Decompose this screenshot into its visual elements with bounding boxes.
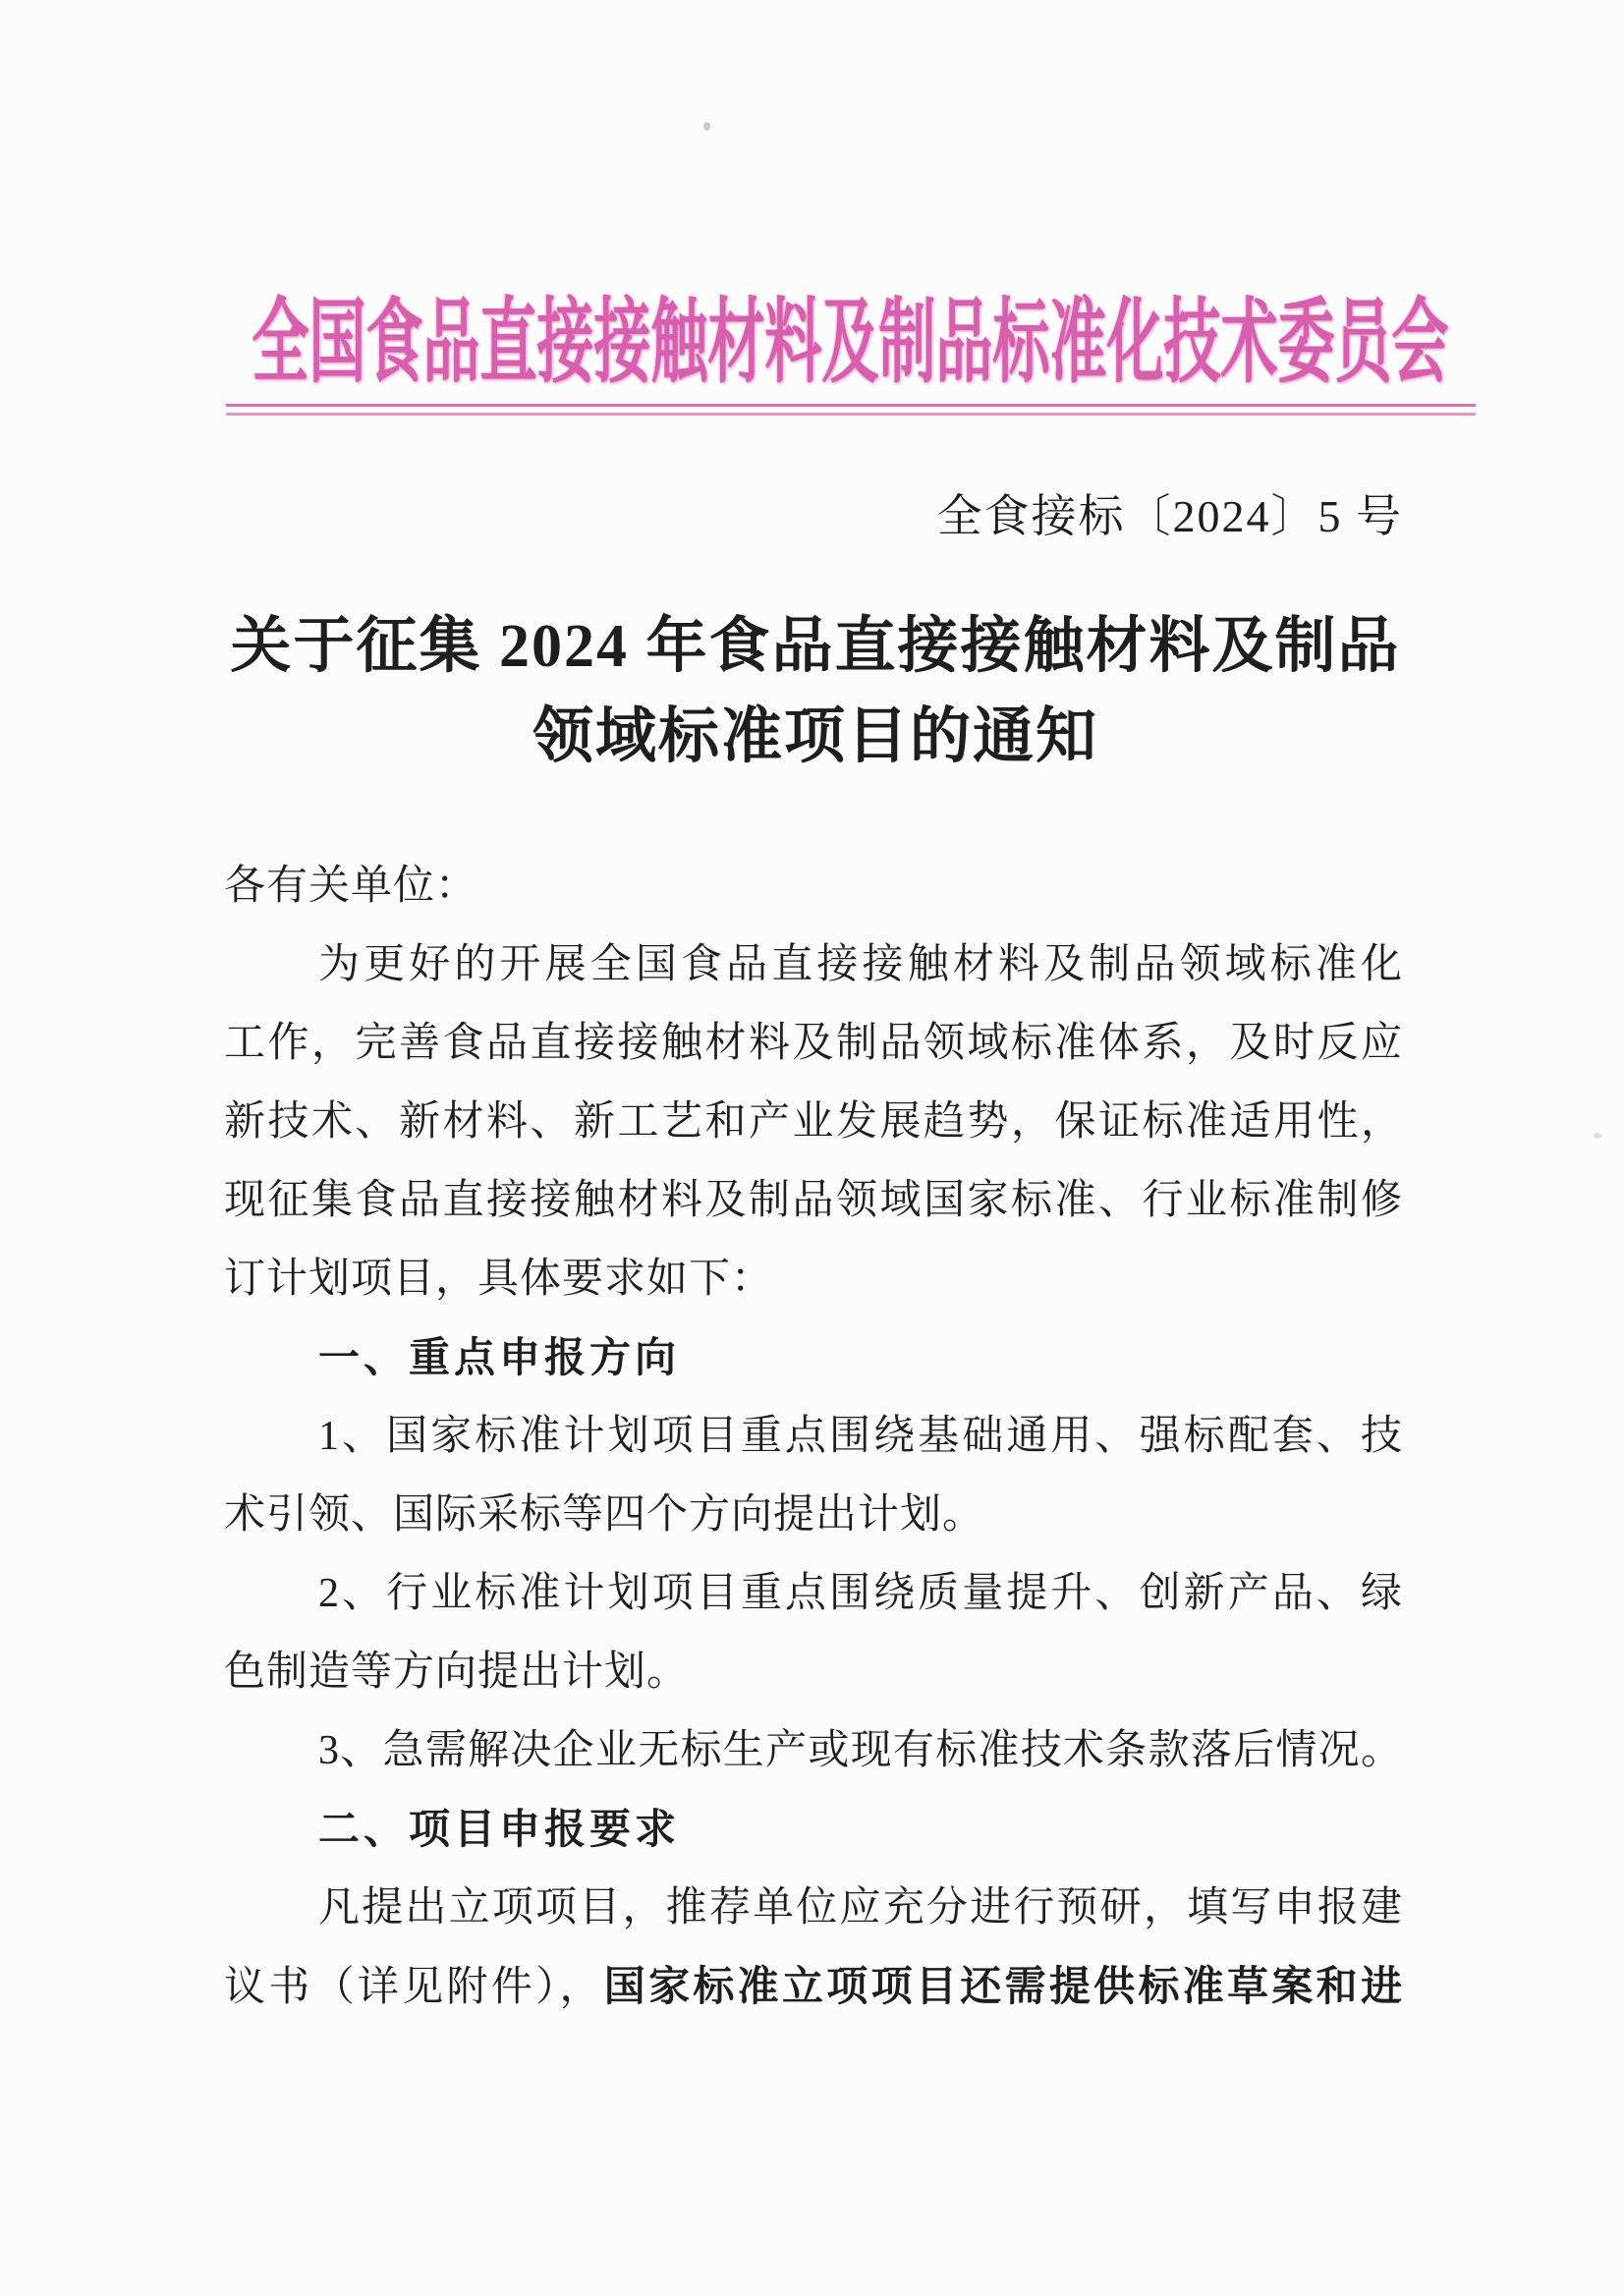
body-line: 订计划项目，具体要求如下： (224, 1257, 774, 1302)
body-line: 色制造等方向提出计划。 (224, 1650, 690, 1695)
scan-artifact (703, 122, 710, 131)
document-body (224, 847, 1403, 2026)
body-line: 工作，完善食品直接接触材料及制品领域标准体系，及时反应 (224, 1021, 1403, 1066)
body-line: 为更好的开展全国食品直接接触材料及制品领域标准化 (318, 942, 1403, 987)
document-number: 全食接标〔2024〕5 号 (936, 491, 1403, 541)
notice-title-line1: 关于征集 2024 年食品直接接触材料及制品 (230, 613, 1401, 680)
letterhead-rule-bottom (226, 413, 1476, 416)
body-line (224, 1947, 1403, 2026)
section-heading-2: 二、项目申报要求 (318, 1806, 681, 1852)
body-line-regular-segment: 议书（详见附件）， (224, 1965, 604, 2010)
body-line: 1、国家标准计划项目重点围绕基础通用、强标配套、技 (318, 1414, 1403, 1459)
body-line: 凡提出立项项目，推荐单位应充分进行预研，填写申报建 (318, 1885, 1403, 1931)
notice-title-line2: 领域标准项目的通知 (532, 703, 1098, 770)
letterhead-org-name: 全国食品直接接触材料及制品标准化技术委员会 (252, 290, 1449, 394)
body-line: 新技术、新材料、新工艺和产业发展趋势，保证标准适用性， (224, 1099, 1403, 1145)
section-heading-1: 一、重点申报方向 (318, 1334, 681, 1380)
body-line: 术引领、国际采标等四个方向提出计划。 (224, 1492, 985, 1538)
body-line: 3、急需解决企业无标生产或现有标准技术条款落后情况。 (318, 1728, 1403, 1773)
body-line-bold-segment: 国家标准立项项目还需提供标准草案和进 (603, 1963, 1403, 2009)
body-line: 现征集食品直接接触材料及制品领域国家标准、行业标准制修 (224, 1178, 1403, 1223)
scan-artifact (1594, 1133, 1601, 1139)
notice-title (147, 601, 1484, 782)
body-line: 2、行业标准计划项目重点围绕质量提升、创新产品、绿 (318, 1571, 1403, 1616)
salutation: 各有关单位： (224, 864, 478, 909)
letterhead-rule-top (226, 404, 1476, 407)
